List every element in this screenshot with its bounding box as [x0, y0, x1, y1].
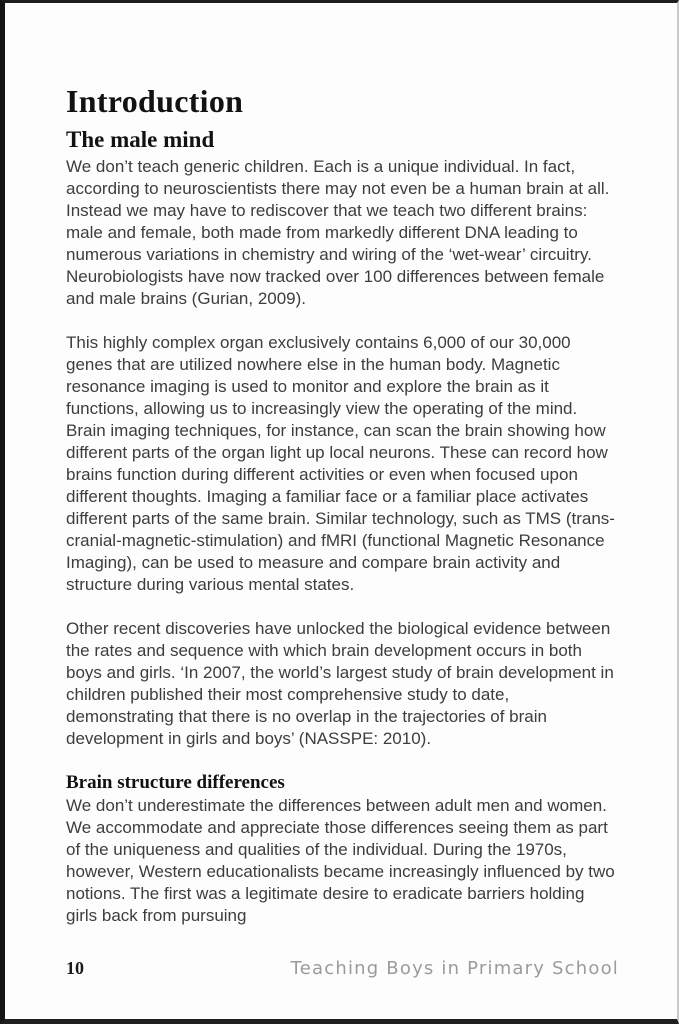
page-footer	[66, 958, 619, 979]
chapter-title: Introduction	[66, 83, 244, 119]
running-footer-book-title: Teaching Boys in Primary School	[290, 958, 619, 979]
page-content	[66, 84, 617, 927]
page-number: 10	[66, 958, 84, 978]
paragraph-2: This highly complex organ exclusively contains 6,000 of our 30,000 genes that are utilized nowhere else in the human body. Magnetic resonance imaging is used to monitor and explore the brain as it functions, allowing us to increasingly view the operating of the mind. Brain imaging techniques, for instance, can scan the brain showing how different parts of the organ light up local neurons. These can record how brains function during different activities or even when focused upon different thoughts. Imaging a familiar face or a familiar place activates different parts of the same brain. Similar technology, such as TMS (trans-cranial-magnetic-stimulation) and fMRI (functional Magnetic Resonance Imaging), can be used to measure and compare brain activity and structure during various mental states.	[66, 333, 615, 594]
subsection-title-brain-structure-differences: Brain structure differences	[66, 772, 285, 793]
paragraph-3: Other recent discoveries have unlocked the biological evidence between the rates and sequence with which brain development occurs in both boys and girls. ‘In 2007, the world’s largest study of brain development in children published their most comprehensive study to date, demonstrating that there is no overlap in the trajectories of brain development in girls and boys’ (NASSPE: 2010).	[66, 619, 614, 748]
section-title-the-male-mind: The male mind	[66, 127, 215, 152]
paragraph-4: We don’t underestimate the differences between adult men and women. We accommodate and appreciate those differences seeing them as part of the uniqueness and qualities of the individual. During the 1970s, however, Western educationalists became increasingly influenced by two notions. The first was a legitimate desire to eradicate barriers holding girls back from pursuing	[66, 796, 615, 925]
paragraph-1: We don’t teach generic children. Each is a unique individual. In fact, according to neuroscientists there may not even be a human brain at all. Instead we may have to rediscover that we teach two different brains: male and female, both made from markedly different DNA leading to numerous variations in chemistry and wiring of the ‘wet-wear’ circuitry. Neurobiologists have now tracked over 100 differences between female and male brains (Gurian, 2009).	[66, 157, 610, 308]
